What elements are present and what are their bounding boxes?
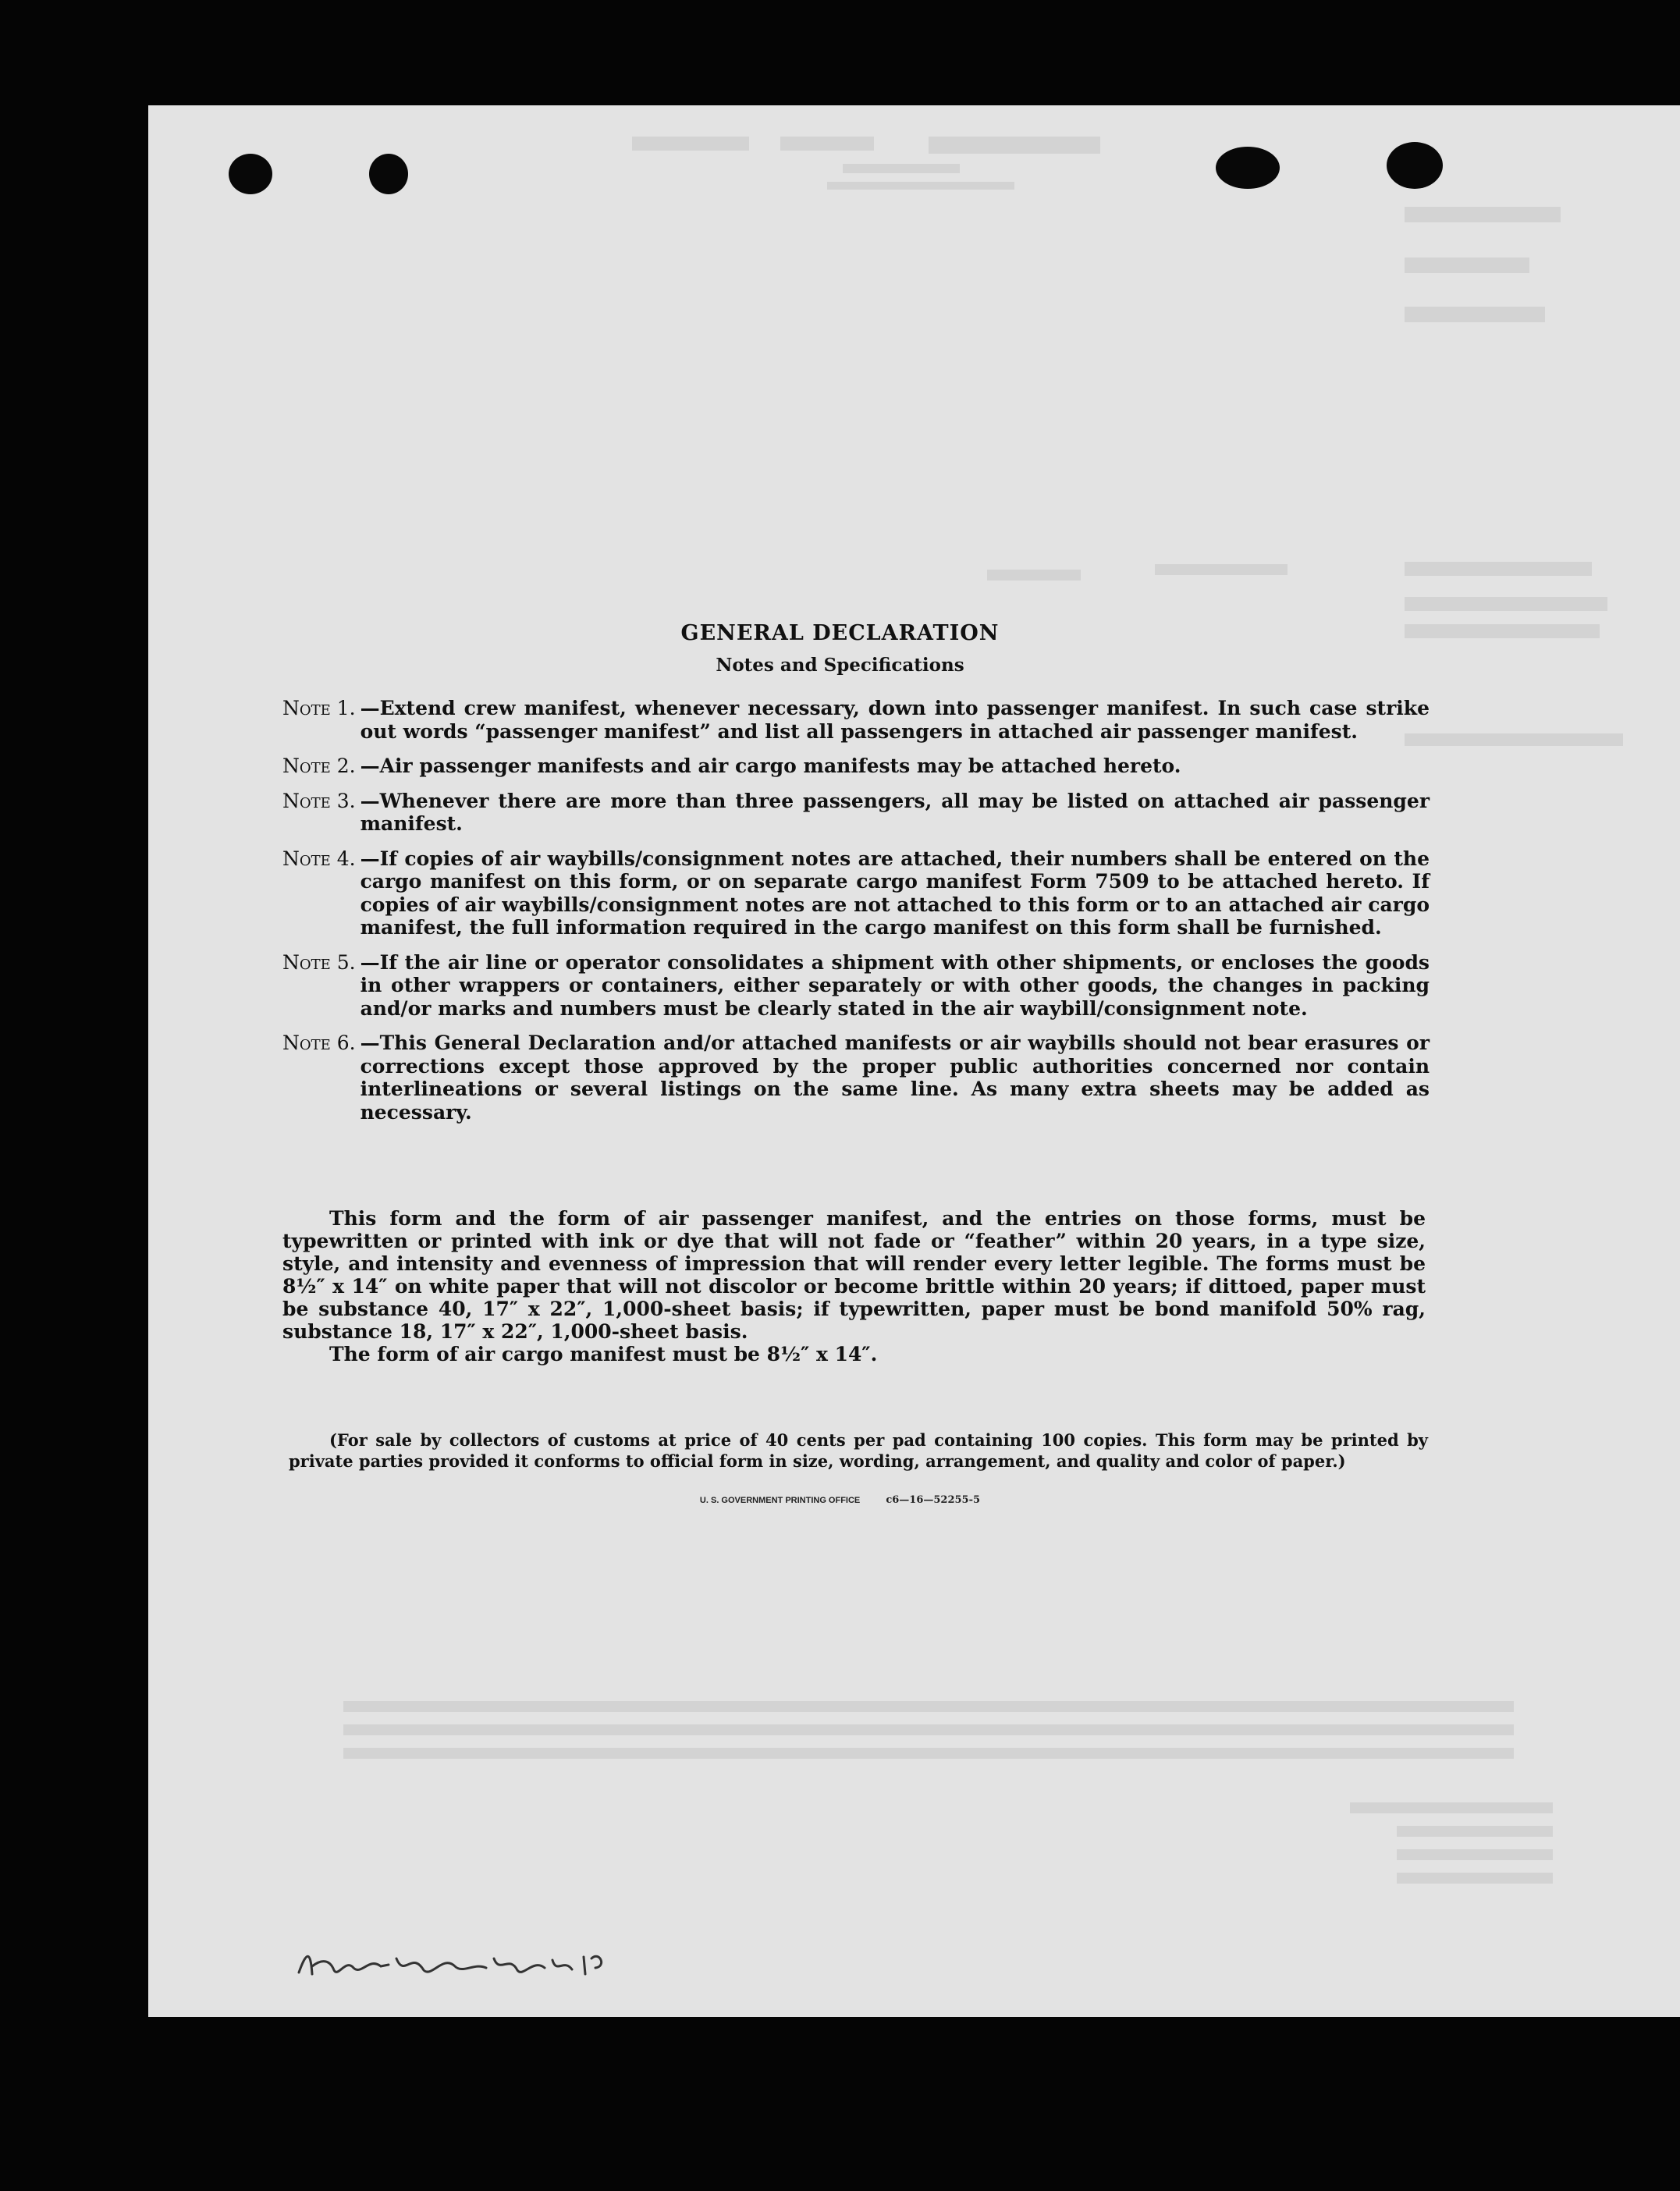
note-text: —This General Declaration and/or attached manifests or air waybills should not bear erasures or corrections except those approved by the proper public authorities concerned nor contain interlineations or several listings on the same line. As many extra sheets may be added as necessary. xyxy=(360,1032,1430,1124)
note-item xyxy=(282,697,1430,743)
handwritten-signature xyxy=(295,1943,623,1990)
note-text: —Extend crew manifest, whenever necessary, down into passenger manifest. In such case strike out words “passenger manifest” and list all passengers in attached air passenger manifest. xyxy=(360,697,1430,743)
note-label: Note 4. xyxy=(282,847,356,870)
specification-paragraph: This form and the form of air passenger manifest, and the entries on those forms, must be typewritten or printed with ink or dye that will not fade or “feather” within 20 years, in a type size, style, and intensity and evenness of impression that will render every letter legible. The forms must be 8½″ x 14″ on white paper that will not discolor or become brittle within 20 years; if dittoed, paper must be substance 40, 17″ x 22″, 1,000-sheet basis; if typewritten, paper must be bond manifold 50% rag, substance 18, 17″ x 22″, 1,000-sheet basis. xyxy=(282,1207,1426,1343)
note-item xyxy=(282,755,1430,778)
note-item xyxy=(282,1032,1430,1124)
printer-imprint xyxy=(0,1494,1680,1506)
note-label: Note 3. xyxy=(282,789,356,812)
note-item xyxy=(282,951,1430,1021)
note-label: Note 6. xyxy=(282,1032,356,1054)
notes-list xyxy=(282,697,1430,1135)
cargo-manifest-size: The form of air cargo manifest must be 8½″ x 14″. xyxy=(329,1343,878,1365)
sale-notice: (For sale by collectors of customs at price of 40 cents per pad containing 100 copies. This form may be printed by private parties provided it conforms to official form in size, wording, arrangement, and quality and color of paper.) xyxy=(289,1430,1428,1471)
note-text: —Whenever there are more than three passengers, all may be listed on attached air passenger manifest. xyxy=(360,789,1430,835)
note-text: —If copies of air waybills/consignment notes are attached, their numbers shall be entered on the cargo manifest on this form, or on separate cargo manifest Form 7509 to be attached hereto. If copies of air waybills/consignment notes are not attached to this form or to an attached air cargo manifest, the full information required in the cargo manifest on this form shall be furnished. xyxy=(360,847,1430,939)
printer-code: c6—16—52255-5 xyxy=(886,1494,981,1506)
note-label: Note 5. xyxy=(282,950,356,974)
note-label: Note 2. xyxy=(282,755,356,777)
note-label: Note 1. xyxy=(282,697,356,719)
page-title: GENERAL DECLARATION xyxy=(680,621,1000,645)
printer-name: U. S. GOVERNMENT PRINTING OFFICE xyxy=(699,1496,861,1505)
note-item xyxy=(282,790,1430,836)
note-item xyxy=(282,847,1430,939)
note-text: —If the air line or operator consolidates a shipment with other shipments, or encloses the goods in other wrappers or containers, either separately or with other goods, the changes in packing and/or marks and numbers must be clearly stated in the air waybill/consignment note. xyxy=(360,950,1430,1020)
page-subtitle: Notes and Specifications xyxy=(716,655,964,676)
note-text: —Air passenger manifests and air cargo manifests may be attached hereto. xyxy=(360,755,1181,777)
